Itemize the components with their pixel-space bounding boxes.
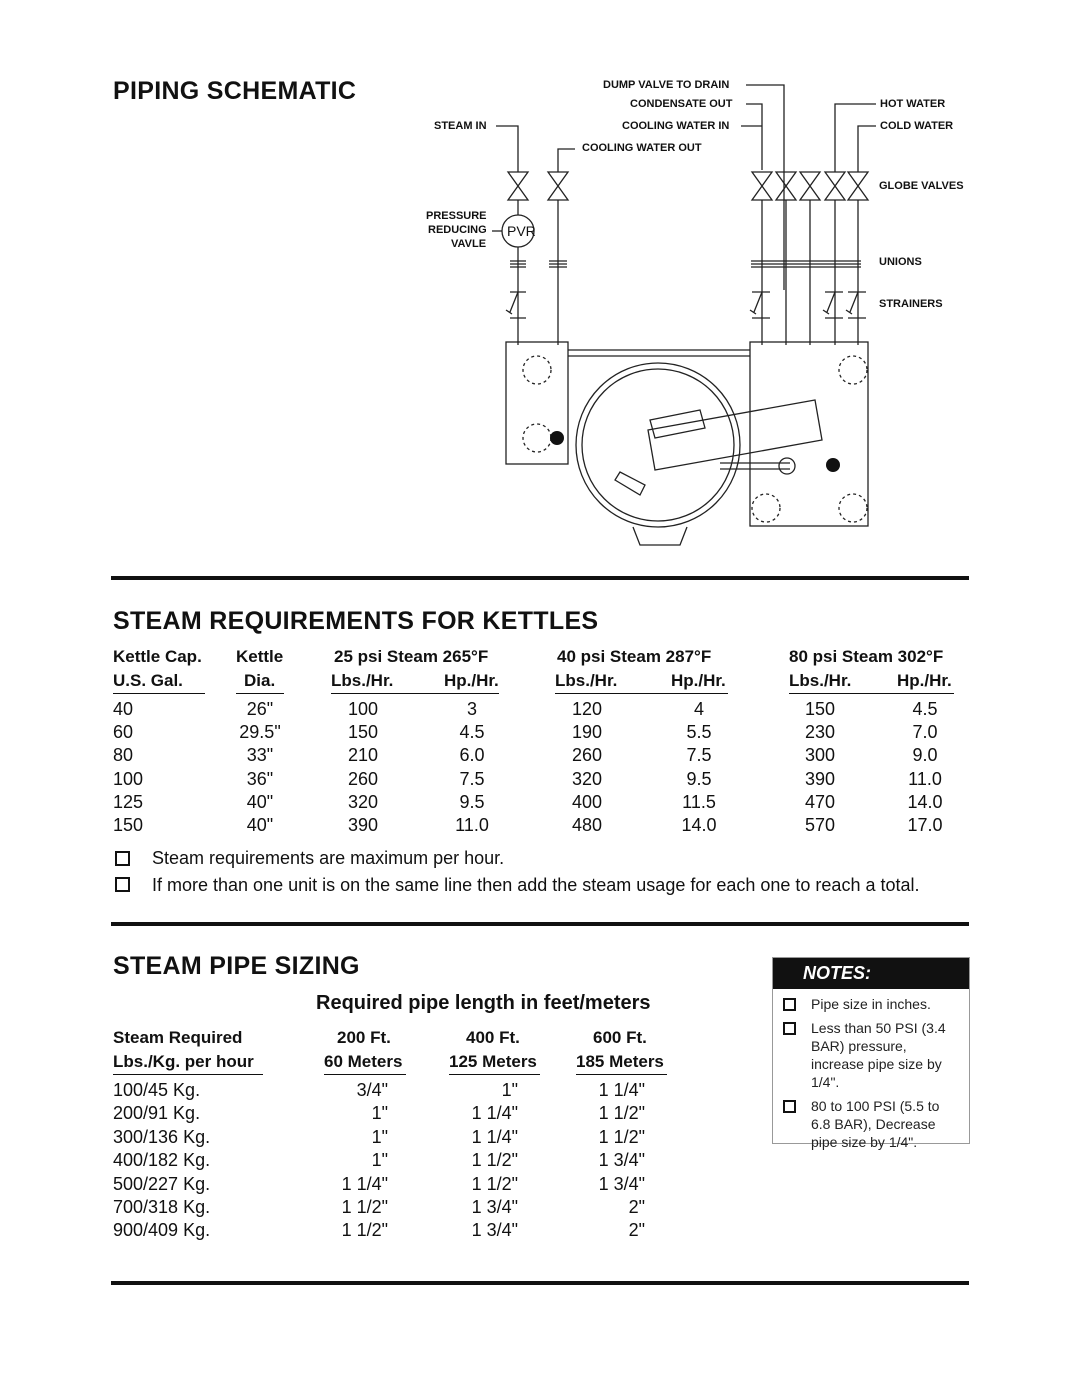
header-lbs: Lbs./Hr.	[789, 671, 852, 690]
header-lbs: Lbs./Hr.	[331, 671, 394, 690]
kettle-note: Steam requirements are maximum per hour.	[152, 848, 505, 868]
table-cell: 260	[347, 768, 379, 789]
header-steam-required: Steam Required	[113, 1028, 243, 1047]
table-cell: 150	[804, 699, 836, 719]
table-cell: 1 1/4"	[471, 1126, 518, 1147]
checkbox-icon	[783, 998, 796, 1011]
kettles-title: STEAM REQUIREMENTS FOR KETTLES	[113, 607, 599, 635]
header-125m: 125 Meters	[449, 1052, 537, 1071]
table-cell: 11.0	[908, 768, 942, 789]
table-cell: 320	[347, 791, 379, 812]
divider	[111, 1281, 969, 1285]
note-item	[783, 1019, 961, 1091]
header-80psi: 80 psi Steam 302°F	[789, 647, 944, 666]
header-underline	[113, 693, 205, 694]
header-60m: 60 Meters	[324, 1052, 403, 1071]
table-cell: 5.5	[686, 722, 712, 743]
table-cell: 1 3/4"	[471, 1197, 518, 1217]
table-cell: 320	[571, 768, 603, 789]
header-underline	[555, 693, 728, 694]
label-globe-valves: GLOBE VALVES	[879, 180, 964, 192]
table-cell: 2"	[628, 1220, 645, 1241]
table-cell: 1"	[371, 1150, 388, 1171]
table-cell: 29.5"	[239, 722, 281, 743]
header-600ft: 600 Ft.	[593, 1028, 647, 1047]
table-cell: 14.0	[907, 791, 943, 812]
piping-schematic-title: PIPING SCHEMATIC	[113, 77, 357, 105]
table-cell: 9.0	[912, 745, 938, 766]
checkbox-icon	[783, 1100, 796, 1113]
table-cell: 470	[804, 791, 836, 812]
table-cell: 40"	[246, 815, 274, 835]
table-cell: 480	[571, 815, 603, 835]
label-valve: VAVLE	[451, 238, 487, 250]
header-400ft: 400 Ft.	[466, 1028, 520, 1047]
table-cell: 3	[466, 699, 478, 719]
globe-valves	[508, 172, 868, 200]
table-cell: 3/4"	[356, 1080, 388, 1100]
label-steam-in: STEAM IN	[434, 120, 487, 132]
table-cell: 900/409 Kg.	[113, 1220, 211, 1241]
header-lbs-kg: Lbs./Kg. per hour	[113, 1052, 254, 1071]
table-cell: 1 1/2"	[598, 1126, 645, 1147]
header-40psi: 40 psi Steam 287°F	[557, 647, 712, 666]
table-cell: 1 3/4"	[471, 1220, 518, 1241]
note-text: Pipe size in inches.	[811, 996, 931, 1012]
table-cell: 14.0	[681, 815, 717, 835]
table-cell: 33"	[246, 745, 274, 766]
label-condensate-out: CONDENSATE OUT	[630, 98, 733, 110]
table-cell: 1 3/4"	[598, 1173, 645, 1194]
table-cell: 400	[571, 791, 603, 812]
label-cooling-water-out: COOLING WATER OUT	[582, 142, 702, 154]
header-underline	[576, 1074, 667, 1075]
notes-title: NOTES:	[773, 958, 969, 989]
table-cell: 2"	[628, 1197, 645, 1217]
table-cell: 1 1/2"	[471, 1150, 518, 1171]
table-cell: 9.5	[459, 791, 485, 812]
notes-box	[772, 957, 970, 1150]
table-cell: 26"	[246, 699, 274, 719]
header-hp: Hp./Hr.	[444, 671, 499, 690]
table-cell: 60	[113, 722, 134, 743]
table-cell: 260	[571, 745, 603, 766]
table-cell: 1"	[371, 1126, 388, 1147]
pipe-sizing-subtitle: Required pipe length in feet/meters	[316, 992, 651, 1014]
table-cell: 230	[804, 722, 836, 743]
label-dump-valve: DUMP VALVE TO DRAIN	[603, 79, 730, 91]
table-cell: 6.0	[459, 745, 485, 766]
header-underline	[449, 1074, 540, 1075]
header-underline	[113, 1074, 263, 1075]
table-cell: 300	[804, 745, 836, 766]
table-cell: 190	[571, 722, 603, 743]
table-cell: 36"	[246, 768, 274, 789]
bullet-icon	[115, 851, 130, 866]
note-item	[783, 995, 961, 1013]
table-cell: 7.0	[912, 722, 938, 743]
table-cell: 11.5	[682, 791, 716, 812]
table-cell: 40"	[246, 791, 274, 812]
table-cell: 390	[804, 768, 836, 789]
table-cell: 100	[347, 699, 379, 719]
piping-schematic-diagram	[0, 0, 1080, 560]
header-kettle: Kettle	[236, 647, 284, 666]
header-hp: Hp./Hr.	[671, 671, 726, 690]
label-cooling-water-in: COOLING WATER IN	[622, 120, 730, 132]
note-text: 80 to 100 PSI (5.5 to 6.8 BAR), Decrease pipe size by 1/4".	[811, 1098, 940, 1150]
header-underline	[331, 693, 499, 694]
table-cell: 4.5	[912, 699, 938, 719]
table-cell: 150	[347, 722, 379, 743]
table-cell: 1"	[501, 1080, 518, 1100]
table-cell: 1 1/2"	[471, 1173, 518, 1194]
header-lbs: Lbs./Hr.	[555, 671, 618, 690]
note-text: Less than 50 PSI (3.4 BAR) pressure, increase pipe size by 1/4".	[811, 1020, 946, 1090]
kettle-note: If more than one unit is on the same line then add the steam usage for each one to reach a total.	[152, 875, 920, 895]
header-underline	[789, 693, 954, 694]
table-cell: 1 1/4"	[471, 1103, 518, 1124]
table-cell: 120	[571, 699, 603, 719]
table-cell: 80	[113, 745, 134, 766]
header-underline	[324, 1074, 406, 1075]
table-cell: 200/91 Kg.	[113, 1103, 201, 1124]
pipe-sizing-title: STEAM PIPE SIZING	[113, 952, 360, 980]
table-cell: 390	[347, 815, 379, 835]
table-cell: 1 3/4"	[598, 1150, 645, 1171]
table-cell: 1"	[371, 1103, 388, 1124]
note-item	[783, 1097, 961, 1151]
table-cell: 11.0	[455, 815, 489, 835]
table-cell: 210	[347, 745, 379, 766]
table-cell: 1 1/2"	[341, 1220, 388, 1241]
label-cold-water: COLD WATER	[880, 120, 954, 132]
table-cell: 17.0	[907, 815, 943, 835]
table-cell: 1 1/4"	[598, 1080, 645, 1100]
header-dia: Dia.	[244, 671, 276, 690]
divider	[111, 576, 969, 580]
table-cell: 500/227 Kg.	[113, 1173, 211, 1194]
bullet-icon	[115, 877, 130, 892]
label-unions: UNIONS	[879, 256, 922, 268]
header-underline	[236, 693, 284, 694]
table-cell: 40	[113, 699, 134, 719]
divider	[111, 922, 969, 926]
table-cell: 100/45 Kg.	[113, 1080, 201, 1100]
header-us-gal: U.S. Gal.	[113, 671, 183, 690]
table-cell: 4.5	[459, 722, 485, 743]
table-cell: 4	[693, 699, 705, 719]
pvr-label: PVR	[507, 223, 536, 239]
table-cell: 300/136 Kg.	[113, 1126, 211, 1147]
table-cell: 1 1/2"	[598, 1103, 645, 1124]
table-cell: 1 1/4"	[341, 1173, 388, 1194]
table-cell: 700/318 Kg.	[113, 1197, 211, 1217]
header-200ft: 200 Ft.	[337, 1028, 391, 1047]
table-cell: 100	[113, 768, 144, 789]
table-cell: 7.5	[686, 745, 712, 766]
header-hp: Hp./Hr.	[897, 671, 952, 690]
table-cell: 7.5	[459, 768, 485, 789]
label-strainers: STRAINERS	[879, 298, 943, 310]
label-pressure: PRESSURE	[426, 210, 487, 222]
table-cell: 125	[113, 791, 144, 812]
table-cell: 570	[804, 815, 836, 835]
label-reducing: REDUCING	[428, 224, 487, 236]
checkbox-icon	[783, 1022, 796, 1035]
label-hot-water: HOT WATER	[880, 98, 946, 110]
table-cell: 9.5	[686, 768, 712, 789]
table-cell: 150	[113, 815, 144, 835]
header-25psi: 25 psi Steam 265°F	[334, 647, 489, 666]
table-cell: 400/182 Kg.	[113, 1150, 211, 1171]
table-cell: 1 1/2"	[341, 1197, 388, 1217]
header-185m: 185 Meters	[576, 1052, 664, 1071]
header-kettle-cap: Kettle Cap.	[113, 647, 202, 666]
